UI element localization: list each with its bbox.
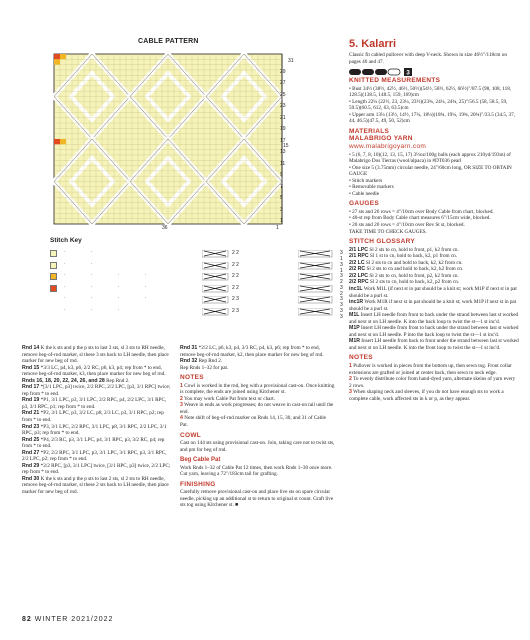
finishing-text: Carefully remove provisional cast-on and place live sts on spare circular needle, picking up an additional st to return to original st count. Graft live sts tog using Kitchener st. ■ — [180, 489, 334, 509]
pullover-note-item: 1 Pullover is worked in pieces from the bottom up, then sewn tog. Front collar extensions are grafted or joined at center back, then sewn to neck edge. — [349, 362, 512, 376]
note-item: 4 Note shift of beg-of-rnd marker on Rnds 14, 15, 30, and 31 of Cable Pat. — [180, 415, 326, 429]
marker-shift-cell — [60, 139, 66, 144]
chart-row-number: 27 — [280, 80, 286, 87]
instructions-left-column — [22, 345, 172, 496]
material-item: • Stitch markers — [349, 177, 383, 184]
cut-yarn-text: Cut yarn, leaving a 72"/183cm tail for grafting. — [180, 471, 278, 478]
measurement-item: • Length 22¼ (22½, 23, 23¼, 23½)(23¾, 24¼, 24¾, 25)"/56.5 (58, 58.5, 59, 59.5)(60.5, 612, 63, 63.5)cm — [349, 98, 508, 112]
glossary-item: inc1L Work M1L (if next st in pat should be a knit st; work M1P if next st in pat should be a purl st. — [349, 285, 517, 299]
round-instruction: Rnd 29 *2/2 RPC, [p3, 3/1 LPC] twice, [3/1 RPC, p3] twice, 2/2 LPC; rep from * to end. — [22, 462, 171, 476]
chart-stitch-1: 1 — [276, 225, 279, 231]
glossary-item: 2/1 RPC Sl 1 st to cn, hold to back, k2, p1 from cn. — [349, 253, 458, 260]
yarn-website: www.malabrigoyarn.com — [349, 143, 427, 151]
cable-key-label: 2 3 — [232, 307, 239, 314]
chart-row-number: 7 — [280, 183, 283, 190]
pattern-title: 5. Kalarri — [349, 38, 397, 50]
glossary-item: M1P Insert LH needle from front to back under the strand between last st worked and next st on LH needle. P into the back loop to twist the st—1 st inc'd. — [349, 325, 519, 338]
note-item: 2 You may work Cable Pat from text or chart. — [180, 395, 275, 402]
cable-symbol-icon — [298, 250, 338, 258]
notes-list — [180, 383, 335, 429]
marker-shift-cell — [54, 59, 60, 64]
round-instruction: Rnd 19 *P1, 3/1 LPC, p3, 3/1 LPC, 2/2 RPC, p4, 2/2 LPC, 3/1 RPC, p3, 3/1 RPC, p1; rep from * to end. — [22, 397, 167, 410]
cable-key-label: 2 2 — [232, 284, 239, 291]
marker-shift-cell — [54, 139, 60, 144]
rep-note: Rep Rnds 1–32 for pat. — [180, 364, 229, 371]
issue-label: WINTER 2021/2022 — [34, 616, 114, 623]
cowl-text: Cast on 144 sts using provisional cast-on. Join, taking care not to twist sts, and pm for beg of rnd. — [180, 440, 335, 453]
stitch-key-row — [50, 284, 343, 297]
chart-row-number: 25 — [280, 91, 286, 98]
cable-key-label: 3 1 — [340, 261, 343, 274]
gauge-item: TAKE TIME TO CHECK GAUGES. — [349, 228, 427, 235]
round-instruction: Rnd 25 *P4, 2/3 RC, p3, 3/1 LPC, p4, 3/1 RPC, p3, 3/2 RC, p4; rep from * to end. — [22, 436, 165, 450]
cable-key-label: 3 3 — [340, 307, 343, 320]
material-item: • Removable markers — [349, 184, 394, 191]
cable-key-label: 2 3 — [232, 296, 239, 302]
notes-heading: NOTES — [180, 374, 204, 382]
cable-key-label: 3 3 — [340, 296, 343, 308]
cable-key-label: 3 2 — [340, 284, 343, 297]
chart-row-number: 13 — [280, 149, 286, 156]
cable-symbol-icon — [298, 273, 338, 281]
round-instruction: Rnds 16, 18, 20, 22, 24, 26, and 28 Rep Rnd 2. — [22, 377, 130, 384]
cable-key-label: 3 1 — [340, 250, 343, 262]
yarn-brand: MALABRIGO YARN — [349, 135, 413, 143]
note-item: 1 Cowl is worked in the rnd, beg with a provisional cast-on. Once knitting is complete, the ends are joined using Kitchener st. — [180, 382, 335, 396]
knitted-measurements-list — [349, 86, 519, 125]
cable-chart-grid — [52, 52, 284, 226]
round-instruction: Rnd 17 *[3/1 LPC, p3] twice, 2/2 RPC, 2/2 LPC, [p3, 3/1 RPC] twice; rep from * to end. — [22, 384, 171, 397]
cable-key-label: 2 2 — [232, 273, 239, 279]
cable-symbol-icon — [298, 296, 338, 304]
chart-row-number: 21 — [280, 114, 286, 121]
glossary-item: 2/2 LC Sl 2 sts to cn and hold to back, k2, k2 from cn. — [349, 259, 463, 266]
gauge-item: • 27 sts and 26 rows = 4"/10cm over Body Cable from chart, blocked. — [349, 208, 494, 215]
glossary-item: inc1R Work M1R if next st in pat should be a knit st; work M1P if next st in pat should be a purl st. — [349, 299, 517, 312]
cable-symbol-icon — [298, 262, 338, 270]
cable-symbol-icon — [298, 285, 338, 293]
skill-level-icon — [349, 68, 419, 76]
glossary-item: 2/2 RPC Sl 2 sts to cn, hold to back, k2, p2 from cn. — [349, 279, 460, 286]
beg-cable-heading: Beg Cable Pat — [180, 457, 221, 464]
cable-chart — [52, 52, 284, 226]
gauges-list — [349, 209, 519, 235]
materials-heading: MATERIALS — [349, 127, 390, 135]
beg-cable-text: Work Rnds 1–32 of Cable Pat 12 times, then work Rnds 1–30 once more. — [180, 464, 333, 471]
pattern-details-column — [349, 52, 519, 402]
page-number: 82 — [22, 616, 32, 623]
gauge-item: • 20 sts and 26 rows = 4"/10cm over Rev St st, blocked. — [349, 222, 465, 229]
round-instruction: Rnd 23 *P3, 3/1 LPC, 2/2 RPC, 3/1 LPC, p8, 3/1 RPC, 2/2 LPC, 3/1 RPC, p3; rep from * to end. — [22, 423, 167, 437]
chart-row-number: 5 — [280, 195, 283, 202]
knitted-measurements-heading: KNITTED MEASUREMENTS — [349, 77, 441, 85]
chart-row-31: 31 — [288, 58, 294, 64]
stitch-key-row — [50, 261, 343, 274]
glossary-item: M1R Insert LH needle from back to front under the strand between last st worked and next st on LH needle. K into the front loop to twist the st—1 st inc'd. — [349, 338, 519, 351]
note-item: 3 Weave in ends as work progresses; do not weave in cast-on tail until the end. — [180, 402, 334, 415]
glossary-item: 2/2 LPC Sl 2 sts to cn, hold to front, p2, k2 from cn. — [349, 272, 459, 279]
stitch-key-row — [50, 273, 343, 285]
stitch-key-description: · · · · — [64, 284, 159, 290]
pullover-notes-list — [349, 363, 519, 402]
stitch-key-description: · · · · — [64, 296, 159, 301]
chart-row-number: 19 — [280, 126, 286, 133]
rnd-31: Rnd 31 *2/2 LC, p6, k3, p4, 3/3 RC, p4, k3, p6; rep from * to end, remove beg-of-rnd marker, k2, then place marker for new beg of rnd. — [180, 345, 324, 358]
stitch-key-description: · · · — [64, 307, 132, 313]
stitch-swatch — [50, 262, 57, 269]
material-item: • 5 (6, 7, 8, 10)(12, 13, 15, 17) 3½oz/100g balls (each approx 210yd/193m) of Malabrigo Dos Tierras (wool/alpaca) in #DT036 pearl — [349, 151, 511, 165]
stitch-swatch — [50, 285, 57, 292]
round-instruction: Rnd 21 *P2, 3/1 LPC, p3, 3/2 LC, p8, 2/3 LC, p3, 3/1 RPC, p2; rep from * to end. — [22, 410, 164, 424]
stitch-key-row — [50, 250, 343, 262]
stitch-key-row — [50, 296, 343, 308]
gauge-item: • 40-st rep from Body Cable chart measures 6"/15cm wide, blocked. — [349, 215, 491, 222]
round-instruction: Rnd 30 K the k sts and p the p sts to last 2 sts, sl 2 sts to RH needle, remove beg-of-rnd marker, sl these 2 sts back to LH needle, then place marker for new beg of rnd. — [22, 475, 169, 496]
stitch-swatch — [50, 250, 57, 257]
cable-key-label: 2 2 — [232, 261, 239, 268]
chart-stitch-count: 36 — [162, 225, 168, 231]
round-instruction: Rnd 27 *P2, 2/2 RPC, 3/1 LPC, p3, 3/1 LPC, 3/1 RPC, p3, 3/1 RPC, 2/2 LPC, p2; rep from * to end. — [22, 449, 167, 463]
stitch-key-description: · · · · — [64, 273, 159, 278]
chart-row-number: 29 — [280, 69, 286, 75]
stitch-swatch — [50, 273, 57, 280]
material-item: • Cable needle — [349, 190, 380, 197]
glossary-item: 2/1 LPC Sl 2 sts to cn, hold to front, p1, k2 from cn. — [349, 246, 459, 253]
marker-shift-cell — [60, 54, 66, 59]
glossary-item: M1L Insert LH needle from front to back under the strand between last st worked and next st on LH needle. K into the back loop to twist the st—1 st inc'd. — [349, 312, 519, 325]
pullover-notes-heading: NOTES — [349, 354, 373, 362]
round-instruction: Rnd 15 *3/3 LC, p4, k3, p6, 2/2 RC, p6, k3, p4; rep from * to end, remove beg-of-rnd marker, k3, then place marker for new beg of rnd. — [22, 364, 166, 378]
measurement-item: • Bust 34½ (38½, 42½, 46½, 50½)(54½, 58½, 62½, 66½)"/87.5 (98, 108, 118, 128.5)(138.5, 148.5, 159, 169)cm — [349, 85, 512, 99]
chart-row-number: 17 — [280, 137, 286, 144]
stitch-key-row — [50, 307, 343, 320]
measurement-item: • Upper arm 13¼ (13½, 14½, 17¼, 18¼)(18¾, 19¼, 19¾, 20¾)"/33.5 (34.5, 37, 44, 46.5)(47.5, 49, 50, 52)cm — [349, 111, 516, 125]
material-item: • One size 5 (3.75mm) circular needle, 24"/60cm long, OR SIZE TO OBTAIN GAUGE — [349, 164, 512, 178]
stitch-key-title: Stitch Key — [50, 237, 82, 244]
cowl-heading: COWL — [180, 431, 202, 439]
marker-shift-cell — [54, 54, 60, 59]
instructions-middle-column — [180, 345, 335, 509]
gauges-heading: GAUGES — [349, 200, 379, 208]
rnd-32: Rnd 32 Rep Rnd 2. — [180, 358, 223, 365]
stitch-glossary-heading: STITCH GLOSSARY — [349, 238, 416, 246]
chart-row-number: 9 — [280, 172, 283, 179]
cable-symbol-icon — [298, 308, 338, 316]
pattern-intro: Classic fit cabled pullover with deep V-neck. Shown in size 46½"/118cm on pages 46 and 47. — [349, 52, 507, 65]
chart-row-number: 23 — [280, 103, 286, 110]
page-footer — [22, 616, 113, 623]
round-instruction: Rnd 14 K the k sts and p the p sts to last 3 sts, sl 3 sts to RH needle, remove beg-of-rnd marker, sl these 3 sts back to LH needle, then place marker for new beg of rnd. — [22, 345, 169, 365]
finishing-heading: FINISHING — [180, 480, 216, 488]
cable-key-label: 3 2 — [340, 273, 343, 285]
chart-row-15: 15 — [283, 143, 289, 149]
chart-row-number: 3 — [280, 206, 283, 213]
chart-title: CABLE PATTERN — [138, 38, 199, 45]
chart-row-number: 11 — [280, 160, 286, 167]
stitch-key-description: · · — [64, 250, 105, 255]
pullover-note-item: 3 When shaping neck and sleeves, if you do not have enough sts to work a complete cable, work affected sts in k or p, as they appear. — [349, 389, 504, 402]
stitch-glossary-list — [349, 247, 519, 352]
skill-level-number: 3 — [406, 69, 410, 77]
glossary-item: 2/2 RC Sl 2 sts to cn and hold to back, k2, k2 from cn. — [349, 266, 464, 273]
cable-key-label: 2 2 — [232, 250, 239, 256]
pullover-note-item: 2 To evenly distribute color from hand-dyed yarn, alternate skeins of yarn every 2 rows. — [349, 376, 516, 389]
stitch-key-description: · · — [64, 261, 105, 267]
chart-row-number: 1 — [280, 218, 283, 224]
materials-list — [349, 152, 519, 198]
skill-level-indicator — [349, 68, 519, 76]
